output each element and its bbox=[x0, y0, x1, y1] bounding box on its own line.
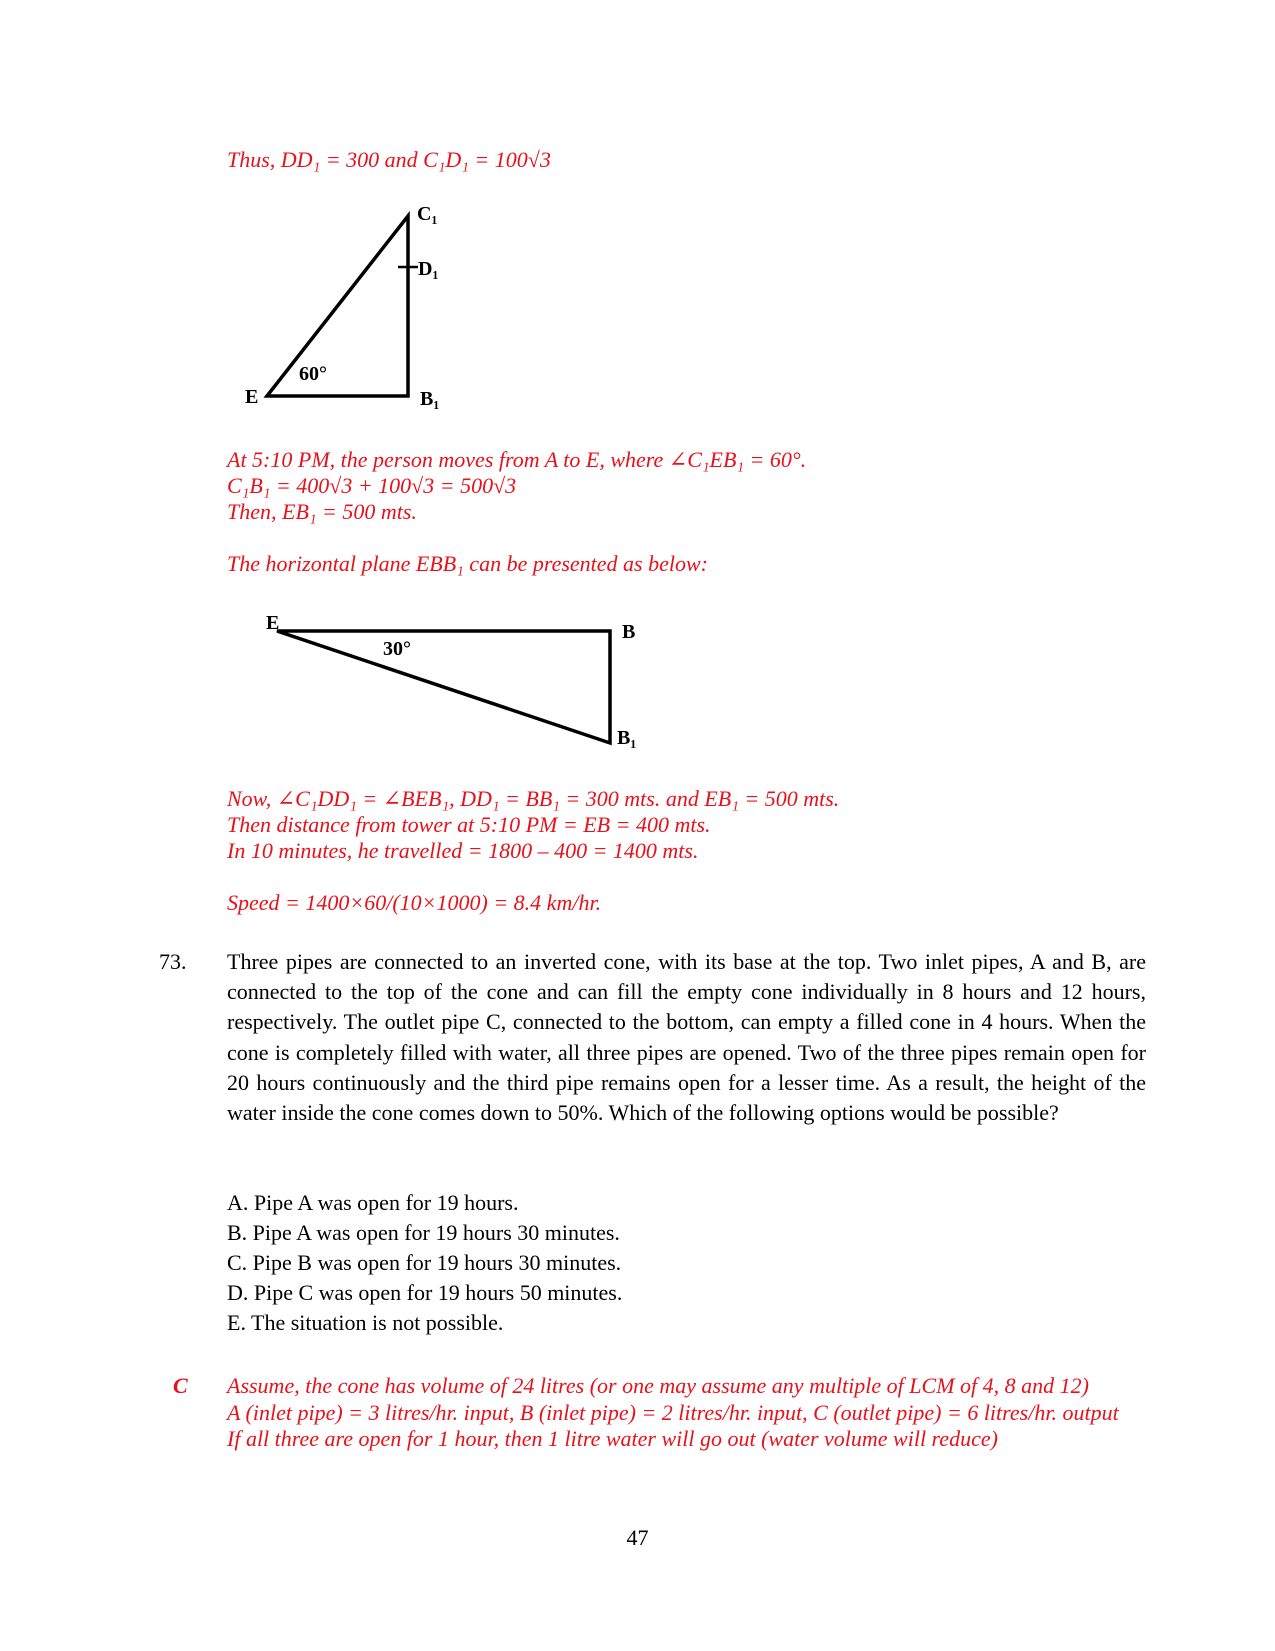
solution-line-4: Then, EB₁ = 500 mts. bbox=[227, 499, 417, 524]
question-text: Three pipes are connected to an inverted cone, with its base at the top. Two inlet pipes, A and B, are connected to the top of the cone and can fill the empty cone individually in 8 hours and 12 hours, respectively. The outlet pipe C, connected to the bottom, can empty a filled cone in 4 hours. When the cone is completely filled with water, all three pipes are opened. Two of the three pipes remain open for 20 hours continuously and the third pipe remains open for a lesser time. As a result, the height of the water inside the cone comes down to 50%. Which of the following options would be possible? bbox=[227, 949, 1146, 1126]
label-b1: B₁ bbox=[617, 727, 637, 749]
angle-label-60: 60° bbox=[299, 363, 327, 385]
label-e: E bbox=[266, 612, 280, 634]
label-b1: B₁ bbox=[420, 388, 440, 410]
solution-line-6: Now, ∠C₁DD₁ = ∠BEB₁, DD₁ = BB₁ = 300 mts. and EB₁ = 500 mts. bbox=[227, 786, 840, 811]
solution-line-8: In 10 minutes, he travelled = 1800 – 400 = 1400 mts. bbox=[227, 838, 699, 863]
solution-line-2: At 5:10 PM, the person moves from A to E, where ∠C₁EB₁ = 60°. bbox=[227, 447, 807, 472]
triangle-diagram-ebb1 bbox=[255, 605, 655, 750]
solution-line-1: Thus, DD₁ = 300 and C₁D₁ = 100√3 bbox=[227, 147, 551, 172]
angle-label-30: 30° bbox=[383, 638, 411, 660]
option-e: E. The situation is not possible. bbox=[227, 1310, 504, 1335]
option-b: B. Pipe A was open for 19 hours 30 minutes. bbox=[227, 1220, 620, 1245]
option-d: D. Pipe C was open for 19 hours 50 minutes. bbox=[227, 1280, 623, 1305]
option-a: A. Pipe A was open for 19 hours. bbox=[227, 1190, 519, 1215]
label-c1: C₁ bbox=[417, 203, 438, 225]
question-number: 73. bbox=[159, 949, 187, 974]
triangle-diagram-c1eb1 bbox=[235, 200, 475, 415]
page-number: 47 bbox=[626, 1525, 649, 1550]
label-b: B bbox=[622, 621, 636, 643]
solution-text-2: A (inlet pipe) = 3 litres/hr. input, B (inlet pipe) = 2 litres/hr. input, C (outlet pipe) = 6 litres/hr. output bbox=[227, 1399, 1119, 1425]
label-e: E bbox=[245, 386, 259, 408]
solution-line-5: The horizontal plane EBB₁ can be presented as below: bbox=[227, 551, 708, 576]
solution-line-7: Then distance from tower at 5:10 PM = EB = 400 mts. bbox=[227, 812, 711, 837]
solution-text-1: Assume, the cone has volume of 24 litres (or one may assume any multiple of LCM of 4, 8 and 12) bbox=[227, 1373, 1089, 1398]
label-d1: D₁ bbox=[418, 258, 439, 280]
answer-solution bbox=[227, 1373, 1146, 1453]
solution-text-3: If all three are open for 1 hour, then 1 litre water will go out (water volume will reduce) bbox=[227, 1426, 998, 1451]
answer-letter: C bbox=[173, 1373, 188, 1398]
option-c: C. Pipe B was open for 19 hours 30 minutes. bbox=[227, 1250, 622, 1275]
solution-line-9: Speed = 1400×60/(10×1000) = 8.4 km/hr. bbox=[227, 890, 602, 915]
solution-line-3: C₁B₁ = 400√3 + 100√3 = 500√3 bbox=[227, 473, 517, 498]
